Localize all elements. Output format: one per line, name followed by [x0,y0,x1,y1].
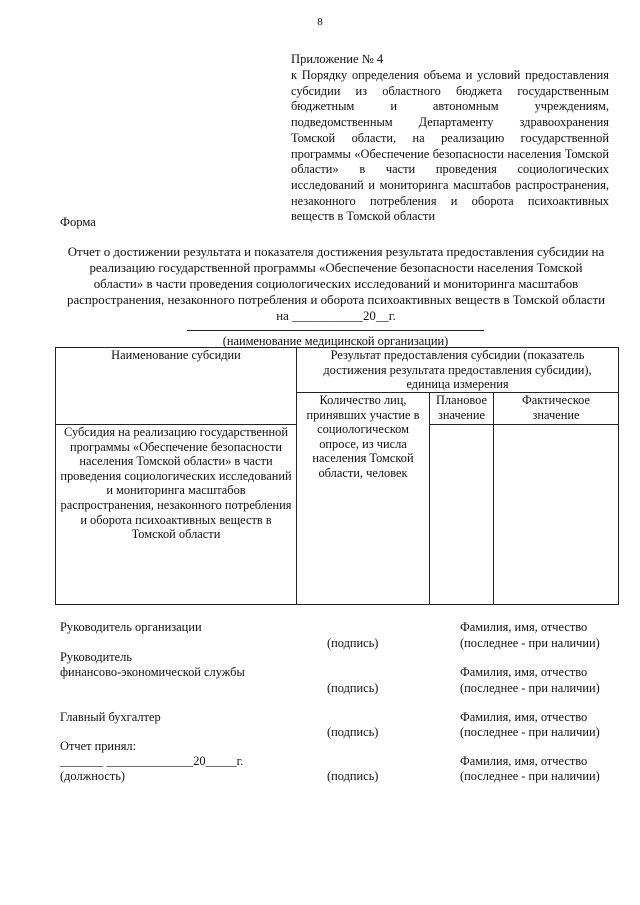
report-table [55,347,619,605]
appendix-title: Приложение № 4 [291,52,384,66]
signature-caption: (подпись) [327,681,379,695]
page-number: 8 [317,16,323,28]
report-title-line: распространения, незаконного потребления и оборота психоактивных веществ в Томской области [67,293,605,307]
report-period: на ___________20__г. [276,309,396,323]
accountant-label: Главный бухгалтер [60,710,161,724]
actual-value-cell [494,425,619,605]
finance-label-2: финансово-экономической службы [60,665,245,679]
patronymic-caption: (последнее - при наличии) [460,636,600,650]
subsidy-name-header: Наименование субсидии [56,348,297,425]
position-caption: (должность) [60,769,126,783]
report-title-line: Отчет о достижении результата и показателя достижения результата предоставления субсидии на [67,245,605,259]
report-title-line: реализацию государственной программы «Обеспечение безопасности населения Томской [89,261,583,275]
actual-header: Фактическое значение [494,393,619,425]
signature-caption: (подпись) [327,769,379,783]
patronymic-caption: (последнее - при наличии) [460,681,600,695]
org-name-caption: (наименование медицинской организации) [222,334,449,348]
org-name-line [187,330,484,331]
patronymic-caption: (последнее - при наличии) [460,725,600,739]
form-label: Форма [60,215,96,229]
date-line: _______ ______________20_____г. [60,754,244,768]
signature-caption: (подпись) [327,725,379,739]
signature-caption: (подпись) [327,636,379,650]
result-header: Результат предоставления субсидии (показатель достижения результата предоставления субсидии), единица измерения [297,348,619,393]
indicator-cell: Количество лиц, принявших участие в социологическом опросе, из числа населения Томской области, человек [297,393,430,605]
finance-label-1: Руководитель [60,650,132,664]
fio-caption: Фамилия, имя, отчество [460,620,588,634]
appendix-body: к Порядку определения объема и условий предоставления субсидии из областного бюджета государственным бюджетным и автономным учреждениям, подведомственным Департаменту здравоохранения Томской области, на реализацию государственной программы «Обеспечение безопасности населения Томской области» в части проведения социологических исследований и мониторинга масштабов распространения, незаконного потребления и оборота психоактивных веществ в Томской области [291,68,609,224]
fio-caption: Фамилия, имя, отчество [460,754,588,768]
planned-value-cell [430,425,494,605]
patronymic-caption: (последнее - при наличии) [460,769,600,783]
fio-caption: Фамилия, имя, отчество [460,710,588,724]
head-label: Руководитель организации [60,620,202,634]
report-title [56,244,616,324]
fio-caption: Фамилия, имя, отчество [460,665,588,679]
accepted-label: Отчет принял: [60,739,137,753]
subsidy-name-cell: Субсидия на реализацию государственной программы «Обеспечение безопасности населения Томской области» в части проведения социологических исследований и мониторинга масштабов распространения, незаконного потребления и оборота психоактивных веществ в Томской области [56,425,297,605]
planned-header: Плановое значение [430,393,494,425]
report-title-line: области» в части проведения социологических исследований и мониторинга масштабов [93,277,579,291]
